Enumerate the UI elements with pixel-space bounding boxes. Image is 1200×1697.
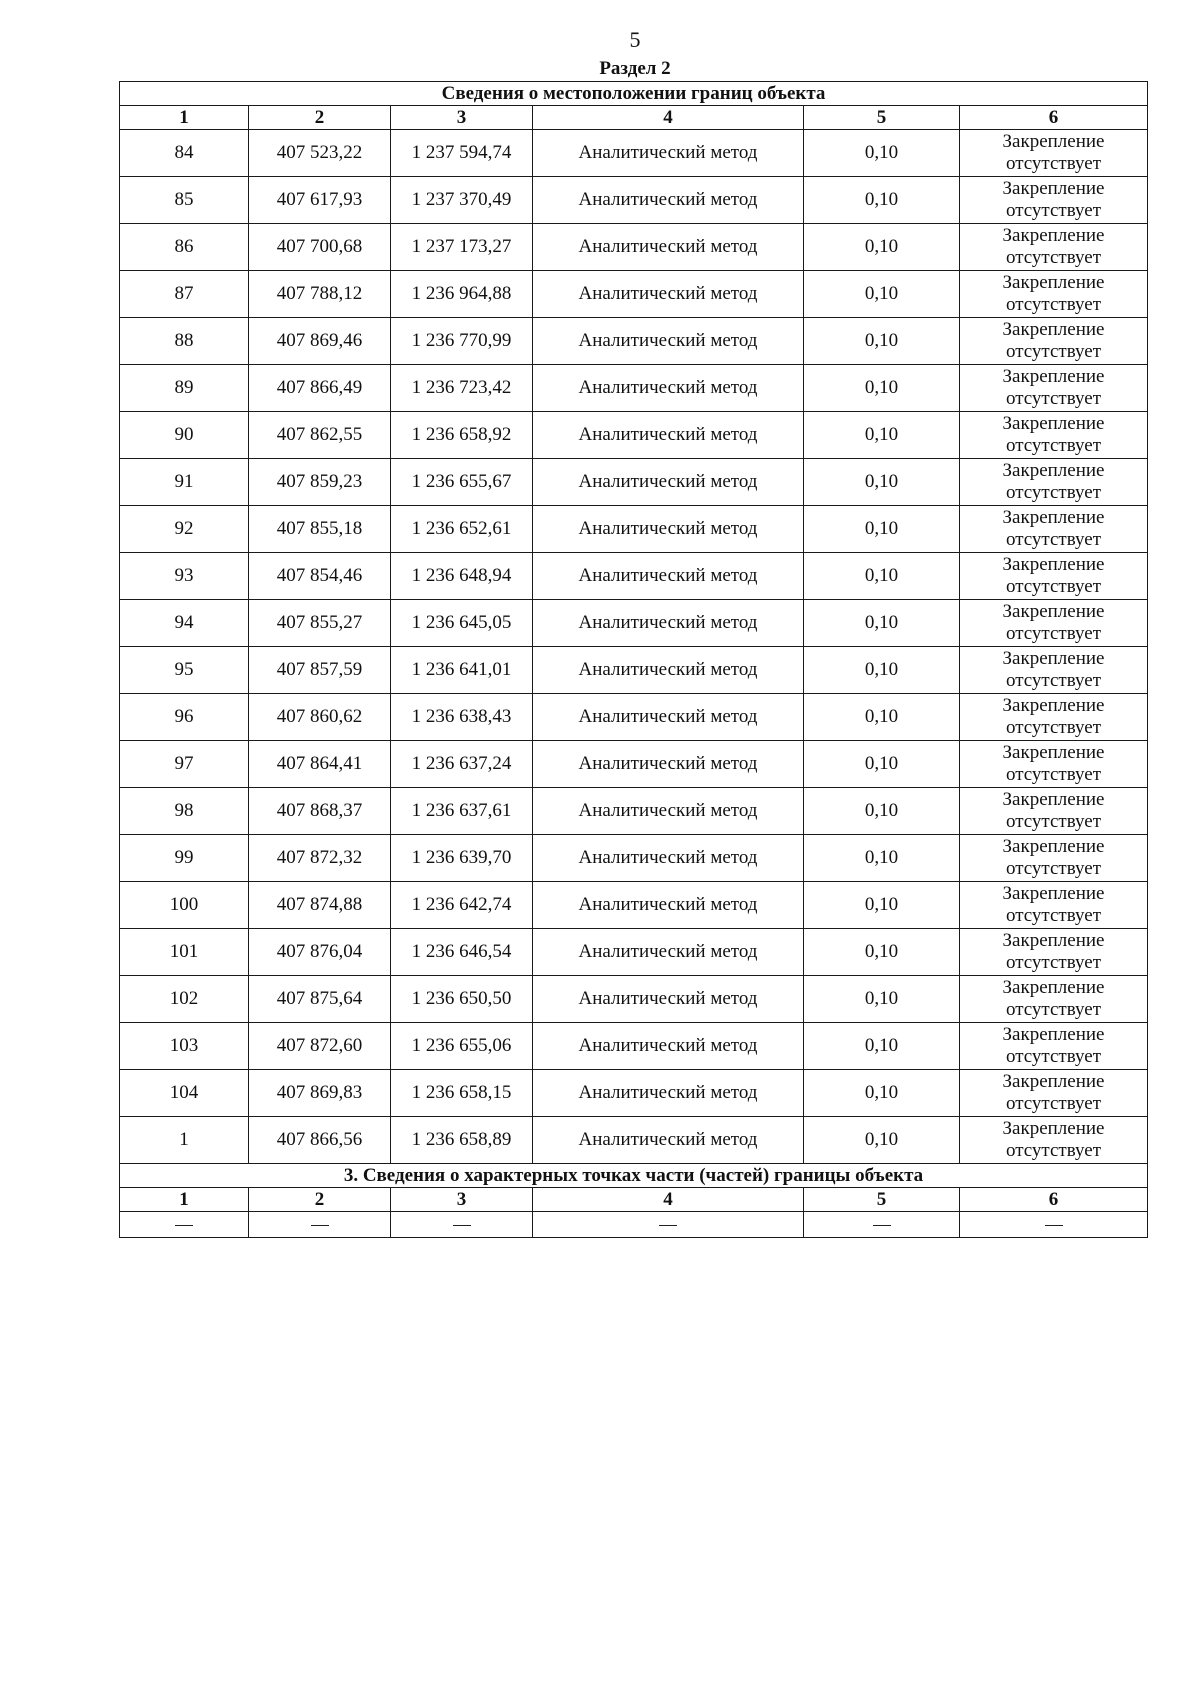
fixation-line-1: Закрепление: [1002, 1024, 1105, 1045]
fixation-cell: [960, 647, 1148, 694]
table2-caption-row: [120, 1164, 1148, 1188]
fixation-cell: [960, 1023, 1148, 1070]
fixation-line-2: отсутствует: [1005, 294, 1102, 315]
fixation-line-1: Закрепление: [1002, 742, 1105, 763]
method-cell: Аналитический метод: [533, 365, 804, 412]
coord-y-cell: 1 236 964,88: [391, 271, 533, 318]
method-cell: Аналитический метод: [533, 835, 804, 882]
coord-x-cell: 407 857,59: [249, 647, 391, 694]
coord-y-cell: 1 236 770,99: [391, 318, 533, 365]
coord-y-cell: 1 237 370,49: [391, 177, 533, 224]
table2-header-5: 5: [804, 1188, 960, 1212]
fixation-cell: [960, 318, 1148, 365]
coord-x-cell: 407 866,56: [249, 1117, 391, 1164]
table1-caption: Сведения о местоположении границ объекта: [120, 82, 1148, 106]
accuracy-cell: 0,10: [804, 412, 960, 459]
coord-x-cell: 407 788,12: [249, 271, 391, 318]
point-number-cell: 104: [120, 1070, 249, 1117]
accuracy-cell: 0,10: [804, 1070, 960, 1117]
coord-x-cell: 407 869,46: [249, 318, 391, 365]
coord-y-cell: 1 237 594,74: [391, 130, 533, 177]
method-cell: Аналитический метод: [533, 130, 804, 177]
fixation-line-1: Закрепление: [1002, 601, 1105, 622]
accuracy-cell: 0,10: [804, 976, 960, 1023]
fixation-line-2: отсутствует: [1005, 529, 1102, 550]
fixation-line-1: Закрепление: [1002, 319, 1105, 340]
fixation-cell: [960, 506, 1148, 553]
fixation-line-2: отсутствует: [1005, 905, 1102, 926]
method-cell: Аналитический метод: [533, 600, 804, 647]
table-row: [120, 976, 1148, 1023]
point-number-cell: 98: [120, 788, 249, 835]
coord-x-cell: 407 875,64: [249, 976, 391, 1023]
accuracy-cell: 0,10: [804, 459, 960, 506]
point-number-cell: 85: [120, 177, 249, 224]
empty-cell: [533, 1212, 804, 1238]
coord-y-cell: 1 236 642,74: [391, 882, 533, 929]
coord-y-cell: 1 236 646,54: [391, 929, 533, 976]
table2-header-row: [120, 1188, 1148, 1212]
fixation-cell: [960, 177, 1148, 224]
fixation-line-1: Закрепление: [1002, 272, 1105, 293]
method-cell: Аналитический метод: [533, 741, 804, 788]
fixation-line-1: Закрепление: [1002, 554, 1105, 575]
table-row: [120, 553, 1148, 600]
method-cell: Аналитический метод: [533, 1023, 804, 1070]
table-row: [120, 271, 1148, 318]
fixation-line-1: Закрепление: [1002, 131, 1105, 152]
point-number-cell: 103: [120, 1023, 249, 1070]
accuracy-cell: 0,10: [804, 271, 960, 318]
table-row: [120, 318, 1148, 365]
table-row: [120, 788, 1148, 835]
coord-y-cell: 1 236 658,89: [391, 1117, 533, 1164]
coord-y-cell: 1 236 655,06: [391, 1023, 533, 1070]
point-number-cell: 89: [120, 365, 249, 412]
point-number-cell: 93: [120, 553, 249, 600]
fixation-line-1: Закрепление: [1002, 836, 1105, 857]
fixation-cell: [960, 976, 1148, 1023]
fixation-line-2: отсутствует: [1005, 1046, 1102, 1067]
fixation-cell: [960, 271, 1148, 318]
page-number: 5: [629, 27, 641, 52]
coord-y-cell: 1 236 637,61: [391, 788, 533, 835]
coord-x-cell: 407 617,93: [249, 177, 391, 224]
boundary-table: [119, 81, 1148, 1238]
table-row: [120, 506, 1148, 553]
point-number-cell: 1: [120, 1117, 249, 1164]
table2-header-4: 4: [533, 1188, 804, 1212]
coord-x-cell: 407 523,22: [249, 130, 391, 177]
table1-header-3: 3: [391, 106, 533, 130]
fixation-cell: [960, 553, 1148, 600]
fixation-line-2: отсутствует: [1005, 341, 1102, 362]
fixation-line-1: Закрепление: [1002, 1071, 1105, 1092]
fixation-line-1: Закрепление: [1002, 695, 1105, 716]
accuracy-cell: 0,10: [804, 130, 960, 177]
fixation-cell: [960, 1070, 1148, 1117]
fixation-line-1: Закрепление: [1002, 648, 1105, 669]
coord-x-cell: 407 869,83: [249, 1070, 391, 1117]
fixation-line-1: Закрепление: [1002, 1118, 1105, 1139]
accuracy-cell: 0,10: [804, 553, 960, 600]
coord-x-cell: 407 854,46: [249, 553, 391, 600]
fixation-cell: [960, 929, 1148, 976]
method-cell: Аналитический метод: [533, 1070, 804, 1117]
fixation-line-2: отсутствует: [1005, 247, 1102, 268]
fixation-line-2: отсутствует: [1005, 482, 1102, 503]
table-row: [120, 835, 1148, 882]
method-cell: Аналитический метод: [533, 224, 804, 271]
fixation-line-2: отсутствует: [1005, 623, 1102, 644]
table2-header-1: 1: [120, 1188, 249, 1212]
coord-x-cell: 407 859,23: [249, 459, 391, 506]
accuracy-cell: 0,10: [804, 365, 960, 412]
accuracy-cell: 0,10: [804, 177, 960, 224]
table1-header-5: 5: [804, 106, 960, 130]
coord-x-cell: 407 700,68: [249, 224, 391, 271]
accuracy-cell: 0,10: [804, 835, 960, 882]
dash-mark: [1045, 1225, 1063, 1226]
table-row: [120, 412, 1148, 459]
fixation-line-2: отсутствует: [1005, 388, 1102, 409]
fixation-line-2: отсутствует: [1005, 153, 1102, 174]
fixation-cell: [960, 130, 1148, 177]
point-number-cell: 94: [120, 600, 249, 647]
point-number-cell: 88: [120, 318, 249, 365]
table1-header-2: 2: [249, 106, 391, 130]
point-number-cell: 101: [120, 929, 249, 976]
table-row: [120, 459, 1148, 506]
table2-caption: 3. Сведения о характерных точках части (частей) границы объекта: [120, 1164, 1148, 1188]
empty-cell: [249, 1212, 391, 1238]
method-cell: Аналитический метод: [533, 929, 804, 976]
fixation-line-1: Закрепление: [1002, 507, 1105, 528]
fixation-cell: [960, 882, 1148, 929]
fixation-line-2: отсутствует: [1005, 1140, 1102, 1161]
fixation-line-1: Закрепление: [1002, 977, 1105, 998]
coord-x-cell: 407 872,60: [249, 1023, 391, 1070]
fixation-line-2: отсутствует: [1005, 200, 1102, 221]
coord-x-cell: 407 876,04: [249, 929, 391, 976]
fixation-cell: [960, 365, 1148, 412]
accuracy-cell: 0,10: [804, 788, 960, 835]
coord-y-cell: 1 236 655,67: [391, 459, 533, 506]
point-number-cell: 84: [120, 130, 249, 177]
point-number-cell: 102: [120, 976, 249, 1023]
table-row: [120, 694, 1148, 741]
fixation-cell: [960, 600, 1148, 647]
fixation-line-2: отсутствует: [1005, 670, 1102, 691]
table-row: [120, 130, 1148, 177]
table1-header-row: [120, 106, 1148, 130]
fixation-line-1: Закрепление: [1002, 366, 1105, 387]
coord-y-cell: 1 236 645,05: [391, 600, 533, 647]
dash-mark: [873, 1225, 891, 1226]
fixation-cell: [960, 835, 1148, 882]
accuracy-cell: 0,10: [804, 1023, 960, 1070]
dash-mark: [175, 1225, 193, 1226]
accuracy-cell: 0,10: [804, 929, 960, 976]
table-row: [120, 647, 1148, 694]
table-row: [120, 929, 1148, 976]
method-cell: Аналитический метод: [533, 271, 804, 318]
method-cell: Аналитический метод: [533, 647, 804, 694]
method-cell: Аналитический метод: [533, 788, 804, 835]
point-number-cell: 90: [120, 412, 249, 459]
point-number-cell: 92: [120, 506, 249, 553]
fixation-cell: [960, 741, 1148, 788]
coord-y-cell: 1 236 658,15: [391, 1070, 533, 1117]
table1-header-4: 4: [533, 106, 804, 130]
accuracy-cell: 0,10: [804, 224, 960, 271]
point-number-cell: 86: [120, 224, 249, 271]
fixation-line-1: Закрепление: [1002, 178, 1105, 199]
fixation-cell: [960, 788, 1148, 835]
accuracy-cell: 0,10: [804, 741, 960, 788]
fixation-line-1: Закрепление: [1002, 789, 1105, 810]
coord-y-cell: 1 236 648,94: [391, 553, 533, 600]
table-row: [120, 600, 1148, 647]
point-number-cell: 87: [120, 271, 249, 318]
table2-header-6: 6: [960, 1188, 1148, 1212]
point-number-cell: 97: [120, 741, 249, 788]
coord-y-cell: 1 236 638,43: [391, 694, 533, 741]
coord-x-cell: 407 855,18: [249, 506, 391, 553]
point-number-cell: 95: [120, 647, 249, 694]
fixation-line-2: отсутствует: [1005, 999, 1102, 1020]
accuracy-cell: 0,10: [804, 694, 960, 741]
coord-y-cell: 1 236 650,50: [391, 976, 533, 1023]
fixation-line-2: отсутствует: [1005, 764, 1102, 785]
fixation-line-1: Закрепление: [1002, 413, 1105, 434]
method-cell: Аналитический метод: [533, 177, 804, 224]
dash-mark: [659, 1225, 677, 1226]
accuracy-cell: 0,10: [804, 1117, 960, 1164]
table-row: [120, 365, 1148, 412]
coord-y-cell: 1 236 641,01: [391, 647, 533, 694]
fixation-line-2: отсутствует: [1005, 1093, 1102, 1114]
coord-x-cell: 407 866,49: [249, 365, 391, 412]
table-row: [120, 177, 1148, 224]
coord-y-cell: 1 236 637,24: [391, 741, 533, 788]
fixation-cell: [960, 1117, 1148, 1164]
fixation-line-2: отсутствует: [1005, 717, 1102, 738]
table-row: [120, 1070, 1148, 1117]
table2-header-3: 3: [391, 1188, 533, 1212]
dash-mark: [311, 1225, 329, 1226]
fixation-cell: [960, 694, 1148, 741]
method-cell: Аналитический метод: [533, 412, 804, 459]
coord-x-cell: 407 872,32: [249, 835, 391, 882]
dash-mark: [453, 1225, 471, 1226]
table1-header-1: 1: [120, 106, 249, 130]
coord-y-cell: 1 236 652,61: [391, 506, 533, 553]
fixation-line-1: Закрепление: [1002, 883, 1105, 904]
table2-empty-row: [120, 1212, 1148, 1238]
coord-y-cell: 1 236 723,42: [391, 365, 533, 412]
table2-header-2: 2: [249, 1188, 391, 1212]
accuracy-cell: 0,10: [804, 318, 960, 365]
coord-x-cell: 407 860,62: [249, 694, 391, 741]
method-cell: Аналитический метод: [533, 553, 804, 600]
coord-x-cell: 407 868,37: [249, 788, 391, 835]
method-cell: Аналитический метод: [533, 506, 804, 553]
table1-header-6: 6: [960, 106, 1148, 130]
section-title: Раздел 2: [599, 58, 671, 79]
fixation-line-2: отсутствует: [1005, 858, 1102, 879]
coord-x-cell: 407 862,55: [249, 412, 391, 459]
fixation-line-2: отсутствует: [1005, 952, 1102, 973]
accuracy-cell: 0,10: [804, 882, 960, 929]
method-cell: Аналитический метод: [533, 318, 804, 365]
boundary-table-body: [120, 82, 1148, 1238]
method-cell: Аналитический метод: [533, 976, 804, 1023]
empty-cell: [391, 1212, 533, 1238]
method-cell: Аналитический метод: [533, 694, 804, 741]
table1-caption-row: [120, 82, 1148, 106]
empty-cell: [804, 1212, 960, 1238]
table-row: [120, 882, 1148, 929]
fixation-cell: [960, 459, 1148, 506]
fixation-cell: [960, 224, 1148, 271]
coord-x-cell: 407 864,41: [249, 741, 391, 788]
method-cell: Аналитический метод: [533, 882, 804, 929]
fixation-line-1: Закрепление: [1002, 225, 1105, 246]
coord-y-cell: 1 236 639,70: [391, 835, 533, 882]
point-number-cell: 91: [120, 459, 249, 506]
accuracy-cell: 0,10: [804, 647, 960, 694]
accuracy-cell: 0,10: [804, 506, 960, 553]
point-number-cell: 100: [120, 882, 249, 929]
accuracy-cell: 0,10: [804, 600, 960, 647]
method-cell: Аналитический метод: [533, 1117, 804, 1164]
coord-x-cell: 407 855,27: [249, 600, 391, 647]
fixation-line-2: отсутствует: [1005, 811, 1102, 832]
method-cell: Аналитический метод: [533, 459, 804, 506]
point-number-cell: 99: [120, 835, 249, 882]
table-row: [120, 741, 1148, 788]
fixation-line-1: Закрепление: [1002, 930, 1105, 951]
table-row: [120, 224, 1148, 271]
point-number-cell: 96: [120, 694, 249, 741]
coord-x-cell: 407 874,88: [249, 882, 391, 929]
empty-cell: [960, 1212, 1148, 1238]
table-row: [120, 1117, 1148, 1164]
fixation-line-1: Закрепление: [1002, 460, 1105, 481]
empty-cell: [120, 1212, 249, 1238]
table-row: [120, 1023, 1148, 1070]
coord-y-cell: 1 237 173,27: [391, 224, 533, 271]
coord-y-cell: 1 236 658,92: [391, 412, 533, 459]
fixation-line-2: отсутствует: [1005, 576, 1102, 597]
fixation-line-2: отсутствует: [1005, 435, 1102, 456]
fixation-cell: [960, 412, 1148, 459]
